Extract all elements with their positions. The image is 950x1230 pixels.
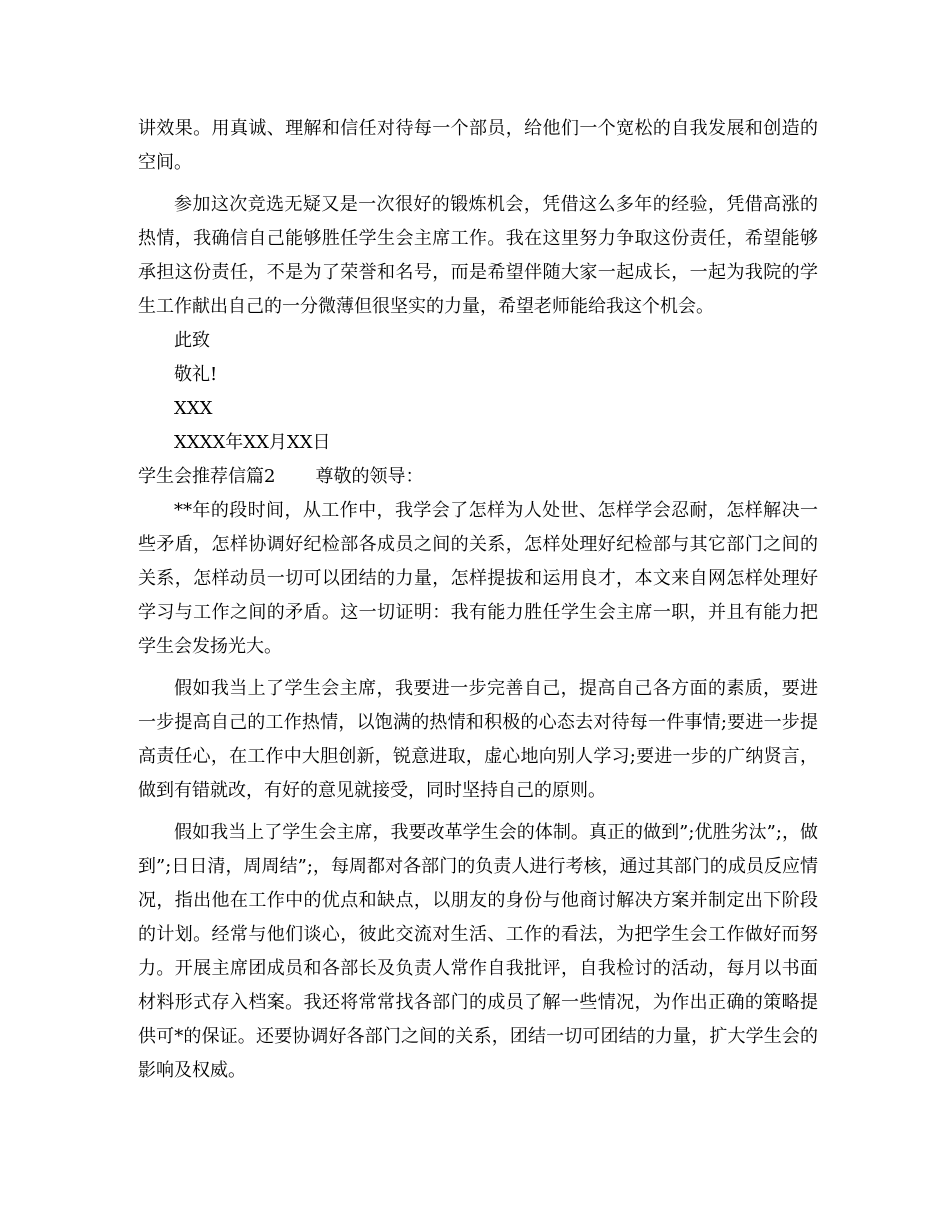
paragraph-self-improvement: 假如我当上了学生会主席，我要进一步完善自己，提高自己各方面的素质，要进一步提高自己的工作热情，以饱满的热情和积极的心态去对待每一件事情;要进一步提高责任心，在工作中大胆创新，锐意进取，虚心地向别人学习;要进一步的广纳贤言，做到有错就改，有好的意见就接受，同时坚持自己的原则。 xyxy=(138,678,818,801)
closing-line: 此致 xyxy=(174,330,210,351)
regards-line: 敬礼! xyxy=(174,364,218,385)
paragraph-continuation: 讲效果。用真诚、理解和信任对待每一个部员，给他们一个宽松的自我发展和创造的空间。 xyxy=(138,118,818,173)
section-title-row xyxy=(138,460,818,494)
document-body xyxy=(138,112,818,1088)
section-title: 学生会推荐信篇2 xyxy=(138,466,276,487)
date-line: XXXX年XX月XX日 xyxy=(174,432,331,453)
paragraph-election: 参加这次竞选无疑又是一次很好的锻炼机会，凭借这么多年的经验，凭借高涨的热情，我确信自己能够胜任学生会主席工作。我在这里努力争取这份责任，希望能够承担这份责任，不是为了荣誉和名号，而是希望伴随大家一起成长，一起为我院的学生工作献出自己的一分微薄但很坚实的力量，希望老师能给我这个机会。 xyxy=(138,194,818,317)
signature-line: XXX xyxy=(174,398,213,419)
paragraph-reform: 假如我当上了学生会主席，我要改革学生会的体制。真正的做到”;优胜劣汰”;，做到”;日日清，周周结”;，每周都对各部门的负责人进行考核，通过其部门的成员反应情况，指出他在工作中的优点和缺点，以朋友的身份与他商讨解决方案并制定出下阶段的计划。经常与他们谈心，彼此交流对生活、工作的看法，为把学生会工作做好而努力。开展主席团成员和各部长及负责人常作自我批评，自我检讨的活动，每月以书面材料形式存入档案。我还将常常找各部门的成员了解一些情况，为作出正确的策略提供可*的保证。还要协调好各部门之间的关系，团结一切可团结的力量，扩大学生会的影响及权威。 xyxy=(138,822,818,1081)
salutation: 尊敬的领导： xyxy=(315,466,424,487)
paragraph-experience: **年的段时间，从工作中，我学会了怎样为人处世、怎样学会忍耐，怎样解决一些矛盾，怎样协调好纪检部各成员之间的关系，怎样处理好纪检部与其它部门之间的关系，怎样动员一切可以团结的力量，怎样提拔和运用良才，本文来自网怎样处理好学习与工作之间的矛盾。这一切证明：我有能力胜任学生会主席一职，并且有能力把学生会发扬光大。 xyxy=(138,500,818,657)
